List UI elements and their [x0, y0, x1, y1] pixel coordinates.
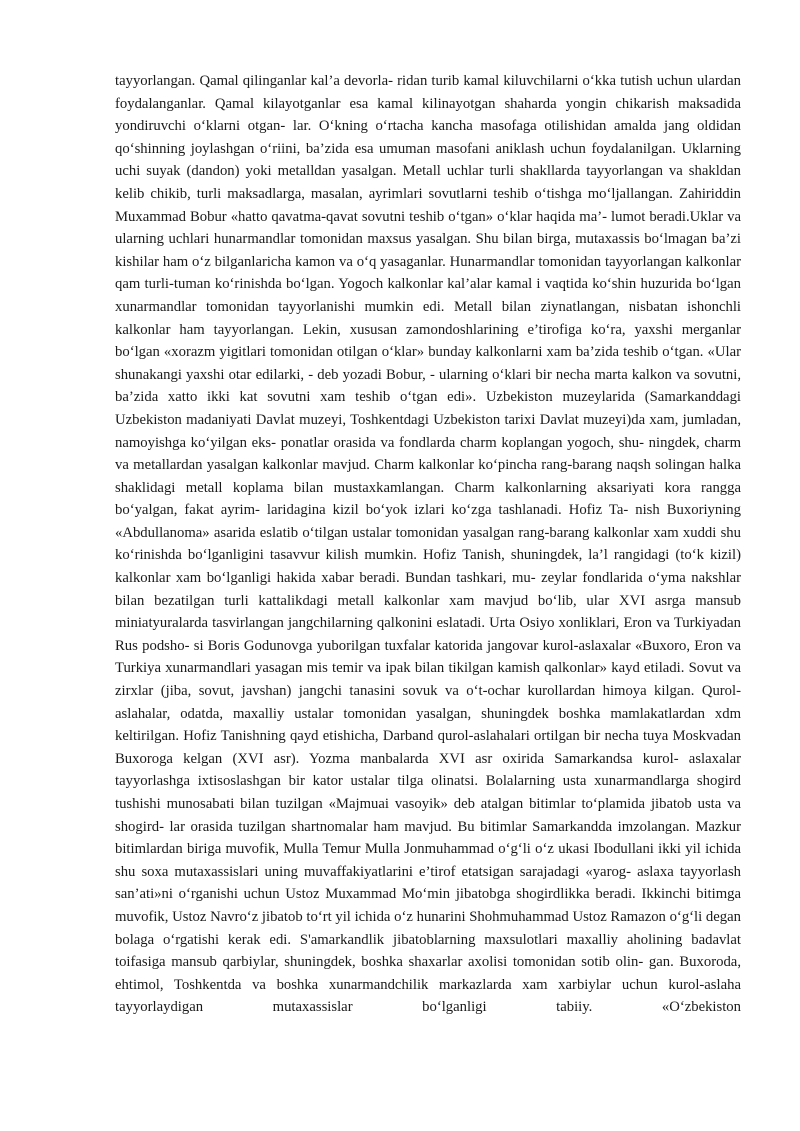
document-page	[115, 70, 741, 1090]
body-paragraph: tayyorlangan. Qamal qilinganlar kal’a devorla- ridan turib kamal kiluvchilarni o‘kka tutish uchun ulardan foydalanganlar. Qamal kilayotganlar esa kamal kilinayotgan shaharda yongin chikarish maksadida yondiruvchi o‘klarni otgan- lar. O‘kning o‘rtacha kancha masofaga otilishidan amalda jang oldidan qo‘shinning joylashgan o‘riini, ba’zida esa umuman masofani aniklash uchun foydalanilgan. Uklarning uchi suyak (dandon) yoki metalldan yasalgan. Metall uchlar turli shakllarda tayyorlangan va shakldan kelib chikib, turli maksadlarga, masalan, ayrimlari sovutlarni teshib o‘tishga mo‘ljallangan. Zahiriddin Muxammad Bobur «hatto qavatma-qavat sovutni teshib o‘tgan» o‘klar haqida ma’- lumot beradi.Uklar va ularning uchlari hunarmandlar tomonidan maxsus yasalgan. Shu bilan birga, mutaxassis bo‘lmagan ba’zi kishilar ham o‘z bilganlaricha kamon va o‘q yasaganlar. Hunarmandlar tomonidan tayyorlangan kalkonlar qam turli-tuman ko‘rinishda bo‘lgan. Yogoch kalkonlar kal’alar kamal i vaqtida ko‘shin huzurida bo‘lgan xunarmandlar tomonidan tayyorlanishi mumkin edi. Metall bilan ziynatlangan, nisbatan ishonchli kalkonlar ham tayyorlangan. Lekin, xususan zamondoshlarining e’tirofiga ko‘ra, yaxshi merganlar bo‘lgan «xorazm yigitlari tomonidan otilgan o‘klar» bunday kalkonlarni xam ba’zida teshib o‘tgan. «Ular shunakangi yaxshi otar edilarki, - deb yozadi Bobur, - ularning o‘klari bir necha marta kalkon va sovutni, ba’zida xatto ikki kat sovutni xam teshib o‘tgan edi». Uzbekiston muzeylarida (Samarkanddagi Uzbekiston madaniyati Davlat muzeyi, Toshkentdagi Uzbekiston tarixi Davlat muzeyi)da xam, jumladan, namoyishga ko‘yilgan eks- ponatlar orasida va fondlarda charm koplangan yogoch, shu- ningdek, charm va metallardan yasalgan kalkonlar mavjud. Charm kalkonlar ko‘pincha rang-barang naqsh solingan halka shaklidagi metall koplama bilan mustaxkamlangan. Charm kalkonlarning aksariyati kora rangga bo‘yalgan, fakat ayrim- laridagina kizil bo‘yok izlari ko‘zga tashlanadi. Hofiz Ta- nish Buxoriyning «Abdullanoma» asarida eslatib o‘tilgan ustalar tomonidan yasalgan rang-barang kalkonlar xam xuddi shu ko‘rinishda bo‘lganligini tasavvur kilish mumkin. Hofiz Tanish, shuningdek, la’l rangidagi (to‘k kizil) kalkonlar xam bo‘lganligi hakida xabar beradi. Bundan tashkari, mu- zeylar fondlarida o‘yma nakshlar bilan bezatilgan turli kattalikdagi metall kalkonlar xam mavjud bo‘lib, ular XVI asrga mansub miniatyuralarda tasvirlangan jangchilarning qalkonini eslatadi. Urta Osiyo xonliklari, Eron va Turkiyadan Rus podsho- si Boris Godunovga yuborilgan tuxfalar katorida jangovar kurol-aslaxalar «Buxoro, Eron va Turkiya xunarmandlari yasagan mis temir va ipak bilan tikilgan kamish qalkonlar» kayd etiladi. Sovut va zirxlar (jiba, sovut, javshan) jangchi tanasini sovuk va o‘t-ochar kurollardan himoya kilgan. Qurol-aslahalar, odatda, maxalliy ustalar tomonidan yasalgan, shuningdek boshka mamlakatlardan xdm keltirilgan. Hofiz Tanishning qayd etishicha, Darband qurol-aslahalari ortilgan bir necha tuya Moskvadan Buxoroga kelgan (XVI asr). Yozma manbalarda XVI asr oxirida Samarkandsa kurol- aslaxalar tayyorlashga ixtisoslashgan bir kator ustalar tilga olinatsi. Bolalarning usta xunarmandlarga shogird tushishi munosabati bilan tuzilgan «Majmuai vasoyik» deb atalgan bitimlar toʻplamida jibatob usta va shogird- lar orasida tuzilgan shartnomalar ham mavjud. Bu bitimlar Samarkandda imzolangan. Mazkur bitimlardan biriga muvofik, Mulla Temur Mulla Jonmuhammad o‘g‘li o‘z ukasi Ibodullani ikki yil ichida shu soxa mutaxassislari uning muvaffakiyatlarini e’tirof etatsigan sarajadagi «yarog- aslaxa tayyorlash san’ati»ni o‘rganishi uchun Ustoz Muxammad Mo‘min jibatobga shogirdlikka beradi. Ikkinchi bitimga muvofik, Ustoz Navro‘z jibatob to‘rt yil ichida o‘z hunarini Shohmuhammad Ustoz Ramazon o‘g‘li degan bolaga o‘rgatishi kerak edi. S'amarkandlik jibatoblarning maxsulotlari maxalliy aholining badavlat toifasiga mansub qarbiylar, shuningdek, boshka shaxarlar axolisi tomonidan sotib olin- gan. Buxoroda, ehtimol, Toshkentda va boshka xunarmandchilik markazlarda xam xarbiylar uchun kurol-aslaha tayyorlaydigan mutaxassislar bo‘lganligi tabiiy. «O‘zbekiston	[115, 73, 741, 1016]
